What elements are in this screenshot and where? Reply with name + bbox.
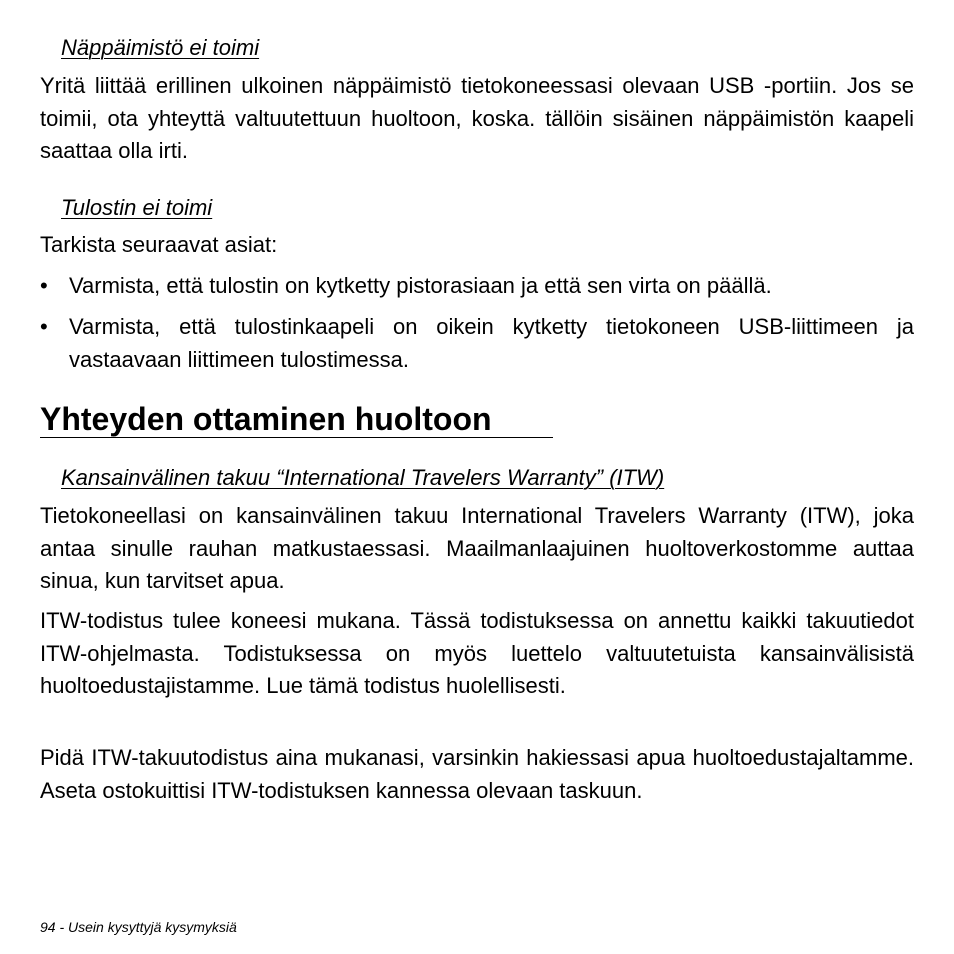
bullet-text: Varmista, että tulostinkaapeli on oikein kytketty tietokoneen USB-liittimeen ja vastaavaan liittimeen tulostimessa. <box>69 314 914 372</box>
bullet-text: Varmista, että tulostin on kytketty pistorasiaan ja että sen virta on päällä. <box>69 273 772 298</box>
warranty-paragraph-3: Pidä ITW-takuutodistus aina mukanasi, varsinkin hakiessasi apua huoltoedustajaltamme. Aseta ostokuittisi ITW-todistuksen kannessa olevaan taskuun. <box>40 745 914 803</box>
warranty-heading: Kansainvälinen takuu “International Travelers Warranty” (ITW) <box>61 465 665 490</box>
page-footer: 94 - Usein kysyttyjä kysymyksiä <box>40 919 237 935</box>
keyboard-paragraph: Yritä liittää erillinen ulkoinen näppäimistö tietokoneessasi olevaan USB -portiin. Jos se toimii, ota yhteyttä valtuutettuun huoltoon, koska. tällöin sisäinen näppäimistön kaapeli saattaa olla irti. <box>40 73 914 163</box>
printer-heading: Tulostin ei toimi <box>61 195 213 220</box>
printer-bullet-2 <box>40 311 914 376</box>
printer-bullet-1 <box>40 270 914 303</box>
main-heading: Yhteyden ottaminen huoltoon <box>40 401 492 437</box>
main-heading-underline <box>40 437 553 438</box>
bullet-icon: • <box>40 314 48 339</box>
keyboard-heading: Näppäimistö ei toimi <box>61 35 260 60</box>
printer-intro: Tarkista seuraavat asiat: <box>40 232 278 257</box>
warranty-paragraph-1: Tietokoneellasi on kansainvälinen takuu International Travelers Warranty (ITW), joka antaa sinulle rauhan matkustaessasi. Maailmanlaajuinen huoltoverkostomme auttaa sinua, kun tarvitset apua. <box>40 503 914 593</box>
bullet-icon: • <box>40 273 48 298</box>
warranty-paragraph-2: ITW-todistus tulee koneesi mukana. Tässä todistuksessa on annettu kaikki takuutiedot ITW-ohjelmasta. Todistuksessa on myös luettelo valtuutetuista kansainvälisistä huoltoedustajistamme. Lue tämä todistus huolellisesti. <box>40 608 914 698</box>
